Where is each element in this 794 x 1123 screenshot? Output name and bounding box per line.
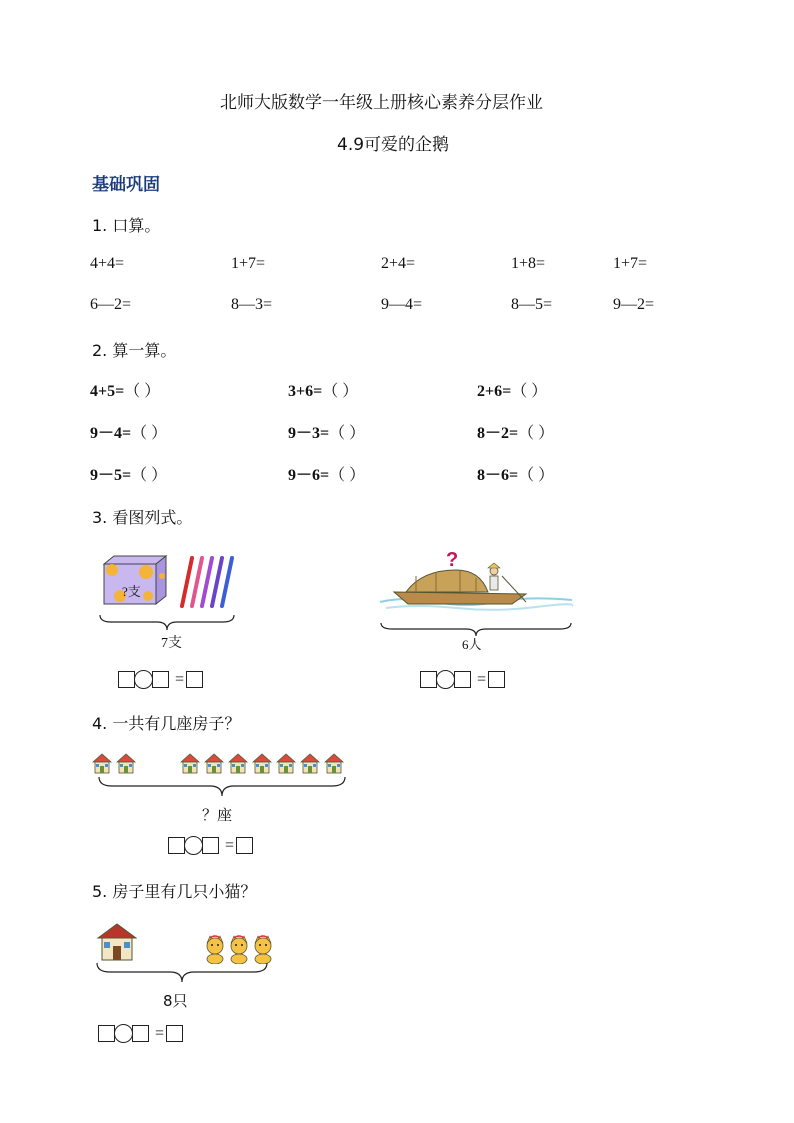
answer-blank[interactable]: （ ）: [329, 467, 366, 484]
houses-row: [92, 752, 348, 776]
left-brace: [99, 614, 235, 632]
house-icon: [181, 754, 199, 773]
expression: 3+6=: [288, 383, 323, 400]
cats-total: 8只: [163, 992, 188, 1010]
answer-box[interactable]: [186, 671, 203, 688]
house-icon: [301, 754, 319, 773]
q1-row2-item-1: 6—2=: [90, 296, 132, 313]
right-total: 6人: [462, 637, 482, 652]
q2-row2-item-2: [288, 420, 365, 443]
cats-group: [204, 934, 276, 964]
answer-box[interactable]: [166, 1025, 183, 1042]
operator-circle[interactable]: [184, 836, 203, 855]
answer-template-5: [98, 1024, 183, 1043]
expression: 4+5=: [90, 383, 125, 400]
answer-blank[interactable]: （ ）: [518, 467, 555, 484]
q2-row2-item-1: [90, 420, 167, 443]
q2-row1-item-3: [477, 378, 547, 401]
q1-row1-item-5: 1+7=: [613, 255, 648, 272]
answer-box[interactable]: [454, 671, 471, 688]
q1-row2-item-2: 8—3=: [231, 296, 273, 313]
expression: 9－6=: [288, 467, 330, 484]
crayon-picture: [100, 550, 240, 610]
question-3-label: 3. 看图列式。: [92, 508, 193, 527]
equals-sign: =: [175, 670, 185, 688]
answer-blank[interactable]: （ ）: [511, 383, 548, 400]
cat-icon: [255, 936, 271, 964]
expression: 9－5=: [90, 467, 132, 484]
q1-row2-item-3: 9—4=: [381, 296, 423, 313]
question-mark: ?: [446, 549, 459, 571]
crayons-icon: [182, 558, 232, 606]
answer-box[interactable]: [152, 671, 169, 688]
expression: 8－6=: [477, 467, 519, 484]
answer-template-4: [168, 836, 253, 855]
expression: 9－3=: [288, 425, 330, 442]
expression: 2+6=: [477, 383, 512, 400]
answer-blank[interactable]: （ ）: [329, 425, 366, 442]
equals-sign: =: [225, 836, 235, 854]
answer-blank[interactable]: （ ）: [131, 425, 168, 442]
cat-icon: [231, 936, 247, 964]
house-icon: [253, 754, 271, 773]
answer-template-3b: [420, 670, 505, 689]
question-1-label: 1. 口算。: [92, 216, 161, 235]
cats-brace: [96, 962, 268, 984]
expression: 9－4=: [90, 425, 132, 442]
equals-sign: =: [155, 1024, 165, 1042]
q2-row1-item-1: [90, 378, 160, 401]
answer-box[interactable]: [202, 837, 219, 854]
boat-icon: [394, 570, 526, 604]
q1-row1-item-2: 1+7=: [231, 255, 266, 272]
cat-icon: [207, 936, 223, 964]
q2-row3-item-3: [477, 462, 554, 485]
answer-template-3a: [118, 670, 203, 689]
answer-blank[interactable]: （ ）: [322, 383, 359, 400]
boat-picture: [376, 546, 576, 616]
equals-sign: =: [477, 670, 487, 688]
page-title: 北师大版数学一年级上册核心素养分层作业: [220, 93, 543, 113]
answer-box[interactable]: [98, 1025, 115, 1042]
left-total: 7支: [161, 636, 182, 651]
q1-row2-item-5: 9—2=: [613, 296, 655, 313]
lesson-subtitle: 4.9可爱的企鹅: [337, 135, 450, 155]
answer-box[interactable]: [488, 671, 505, 688]
question-2-label: 2. 算一算。: [92, 341, 177, 360]
big-house-icon: [97, 922, 137, 962]
answer-box[interactable]: [132, 1025, 149, 1042]
answer-box[interactable]: [118, 671, 135, 688]
q1-row2-item-4: 8—5=: [511, 296, 553, 313]
answer-blank[interactable]: （ ）: [124, 383, 161, 400]
operator-circle[interactable]: [134, 670, 153, 689]
house-icon: [93, 754, 111, 773]
q2-row3-item-2: [288, 462, 365, 485]
house-icon: [229, 754, 247, 773]
expression: 8－2=: [477, 425, 519, 442]
question-5-label: 5. 房子里有几只小猫？: [92, 882, 257, 901]
q2-row2-item-3: [477, 420, 554, 443]
answer-box[interactable]: [420, 671, 437, 688]
house-icon: [325, 754, 343, 773]
operator-circle[interactable]: [114, 1024, 133, 1043]
q1-row1-item-3: 2+4=: [381, 255, 416, 272]
answer-box[interactable]: [168, 837, 185, 854]
question-4-label: 4. 一共有几座房子？: [92, 714, 241, 733]
house-icon: [277, 754, 295, 773]
house-icon: [117, 754, 135, 773]
houses-total: ？座: [202, 806, 233, 824]
section-heading: 基础巩固: [92, 175, 160, 195]
crayon-box-label: ?支: [122, 584, 141, 599]
answer-blank[interactable]: （ ）: [131, 467, 168, 484]
q2-row3-item-1: [90, 462, 167, 485]
q1-row1-item-1: 4+4=: [90, 255, 125, 272]
houses-brace: [98, 776, 346, 798]
q2-row1-item-2: [288, 378, 358, 401]
answer-blank[interactable]: （ ）: [518, 425, 555, 442]
operator-circle[interactable]: [436, 670, 455, 689]
answer-box[interactable]: [236, 837, 253, 854]
house-icon: [205, 754, 223, 773]
q1-row1-item-4: 1+8=: [511, 255, 546, 272]
